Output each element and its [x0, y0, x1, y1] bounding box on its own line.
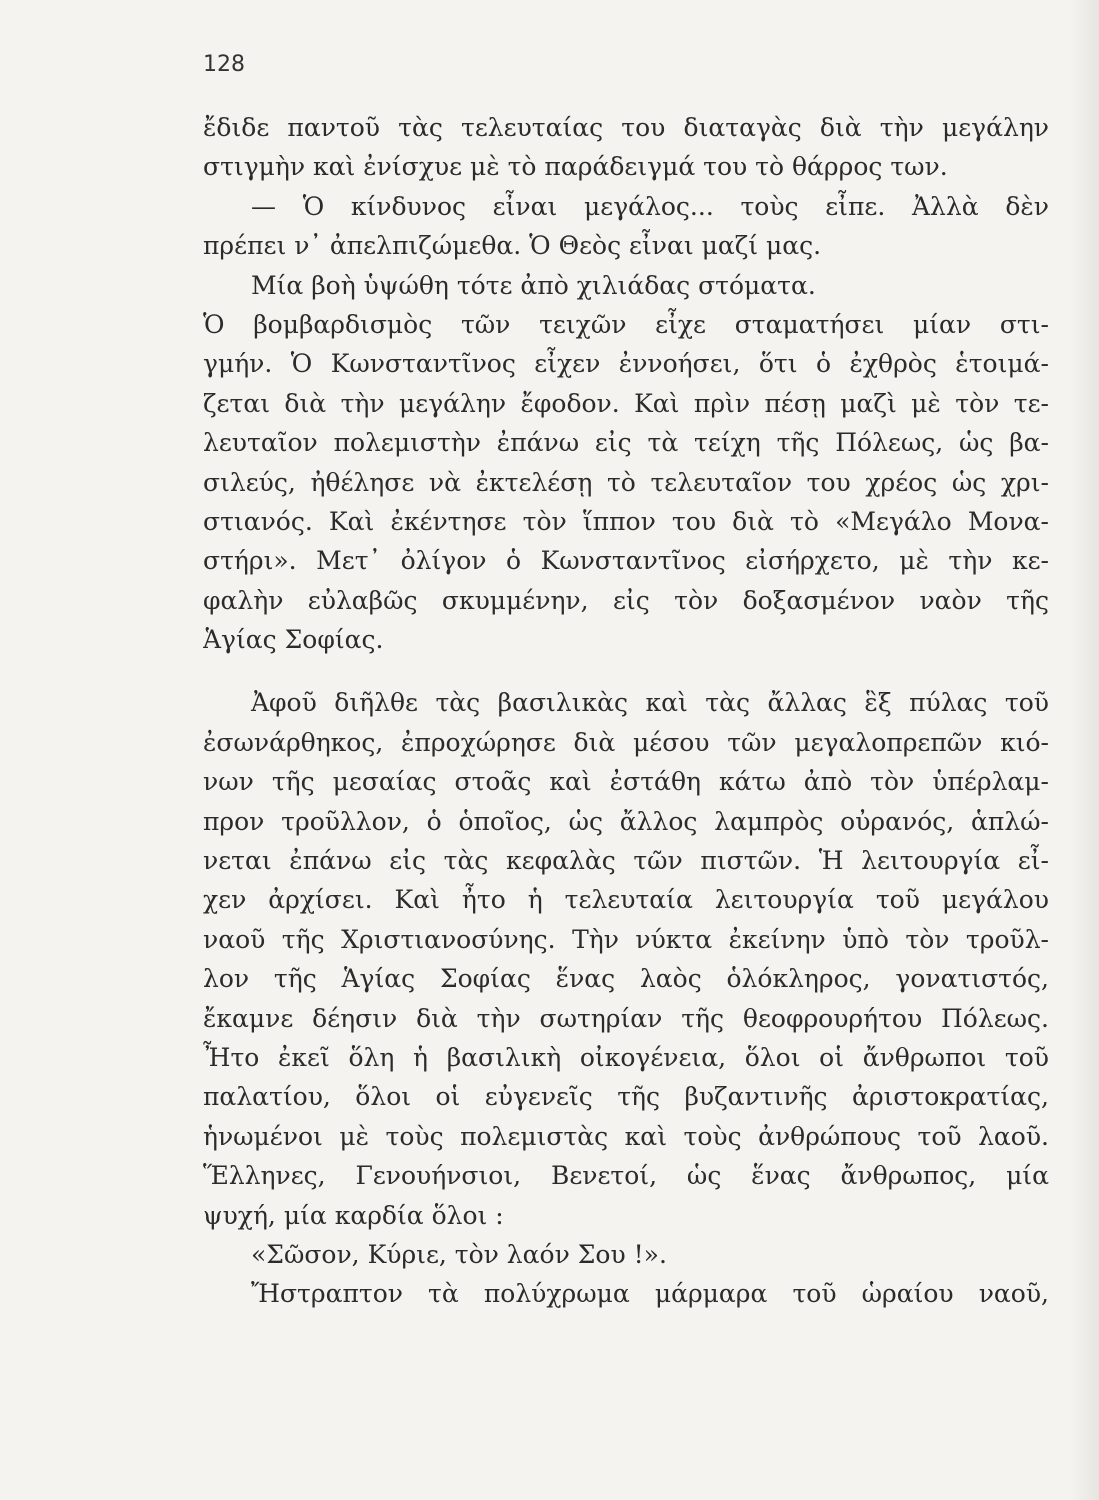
text-line: ἔκαμνε δέησιν διὰ τὴν σωτηρίαν τῆς θεοφρουρήτου Πόλεως.: [203, 1003, 1049, 1033]
text-line: στιανός. Καὶ ἐκέντησε τὸν ἵππον του διὰ τὸ «Μεγάλο Μονα-: [203, 506, 1049, 536]
text-line: Ὁ βομβαρδισμὸς τῶν τειχῶν εἶχε σταματήσει μίαν στι-: [203, 309, 1049, 339]
text-line: σιλεύς, ἠθέλησε νὰ ἐκτελέσῃ τὸ τελευταῖον του χρέος ὡς χρι-: [203, 467, 1049, 497]
text-line: φαλὴν εὐλαβῶς σκυμμένην, εἰς τὸν δοξασμένον ναὸν τῆς: [203, 585, 1049, 615]
text-line: ψυχή, μία καρδία ὅλοι :: [203, 1200, 504, 1230]
text-line: προν τροῦλλον, ὁ ὁποῖος, ὡς ἄλλος λαμπρὸς οὐρανός, ἁπλώ-: [203, 806, 1049, 836]
text-line: ἔδιδε παντοῦ τὰς τελευταίας του διαταγὰς διὰ τὴν μεγάλην: [203, 113, 1049, 142]
text-line: Ἦτο ἐκεῖ ὅλη ἡ βασιλικὴ οἰκογένεια, ὅλοι οἱ ἄνθρωποι τοῦ: [203, 1042, 1049, 1072]
text-line: πρέπει ν᾿ ἀπελπιζώμεθα. Ὁ Θεὸς εἶναι μαζί μας.: [203, 231, 822, 261]
body-text: [203, 108, 1049, 1314]
text-line: ζεται διὰ τὴν μεγάλην ἔφοδον. Καὶ πρὶν πέσῃ μαζὶ μὲ τὸν τε-: [203, 388, 1049, 418]
text-line: Ἀφοῦ διῆλθε τὰς βασιλικὰς καὶ τὰς ἄλλας ἓξ πύλας τοῦ: [251, 688, 1049, 718]
text-line: Ἕλληνες, Γενουήνσιοι, Βενετοί, ὡς ἕνας ἄνθρωπος, μία: [203, 1161, 1049, 1191]
text-line: «Σῶσον, Κύριε, τὸν λαόν Σου !».: [251, 1239, 667, 1269]
text-line: χεν ἀρχίσει. Καὶ ἦτο ἡ τελευταία λειτουργία τοῦ μεγάλου: [203, 885, 1049, 915]
page-edge-shadow: [1071, 0, 1099, 1500]
text-line: ἡνωμένοι μὲ τοὺς πολεμιστὰς καὶ τοὺς ἀνθρώπους τοῦ λαοῦ.: [203, 1121, 1049, 1151]
text-line: Ἤστραπτον τὰ πολύχρωμα μάρμαρα τοῦ ὡραίου ναοῦ,: [251, 1279, 1049, 1309]
text-line: παλατίου, ὅλοι οἱ εὐγενεῖς τῆς βυζαντινῆς ἀριστοκρατίας,: [203, 1082, 1049, 1112]
text-line: νεται ἐπάνω εἰς τὰς κεφαλὰς τῶν πιστῶν. Ἡ λειτουργία εἶ-: [203, 846, 1049, 876]
text-line: λον τῆς Ἁγίας Σοφίας ἕνας λαὸς ὁλόκληρος, γονατιστός,: [203, 964, 1049, 994]
paragraph-gap: [203, 659, 1049, 683]
page-number: 128: [203, 52, 245, 77]
text-line: γμήν. Ὁ Κωνσταντῖνος εἶχεν ἐννοήσει, ὅτι ὁ ἐχθρὸς ἑτοιμά-: [203, 349, 1049, 379]
text-line: ναοῦ τῆς Χριστιανοσύνης. Τὴν νύκτα ἐκείνην ὑπὸ τὸν τροῦλ-: [203, 924, 1049, 954]
text-line: Μία βοὴ ὑψώθη τότε ἀπὸ χιλιάδας στόματα.: [251, 270, 816, 300]
text-line: νων τῆς μεσαίας στοᾶς καὶ ἐστάθη κάτω ἀπὸ τὸν ὑπέρλαμ-: [203, 767, 1049, 797]
text-line: ἐσωνάρθηκος, ἐπροχώρησε διὰ μέσου τῶν μεγαλοπρεπῶν κιό-: [203, 727, 1049, 757]
text-line: λευταῖον πολεμιστὴν ἐπάνω εἰς τὰ τείχη τῆς Πόλεως, ὡς βα-: [203, 428, 1049, 458]
text-line: στήρι». Μετ᾿ ὀλίγον ὁ Κωνσταντῖνος εἰσήρχετο, μὲ τὴν κε-: [203, 546, 1049, 576]
text-line: — Ὁ κίνδυνος εἶναι μεγάλος... τοὺς εἶπε. Ἀλλὰ δὲν: [251, 191, 1049, 221]
text-line: Ἁγίας Σοφίας.: [203, 625, 384, 655]
text-line: στιγμὴν καὶ ἐνίσχυε μὲ τὸ παράδειγμά του τὸ θάρρος των.: [203, 152, 948, 182]
